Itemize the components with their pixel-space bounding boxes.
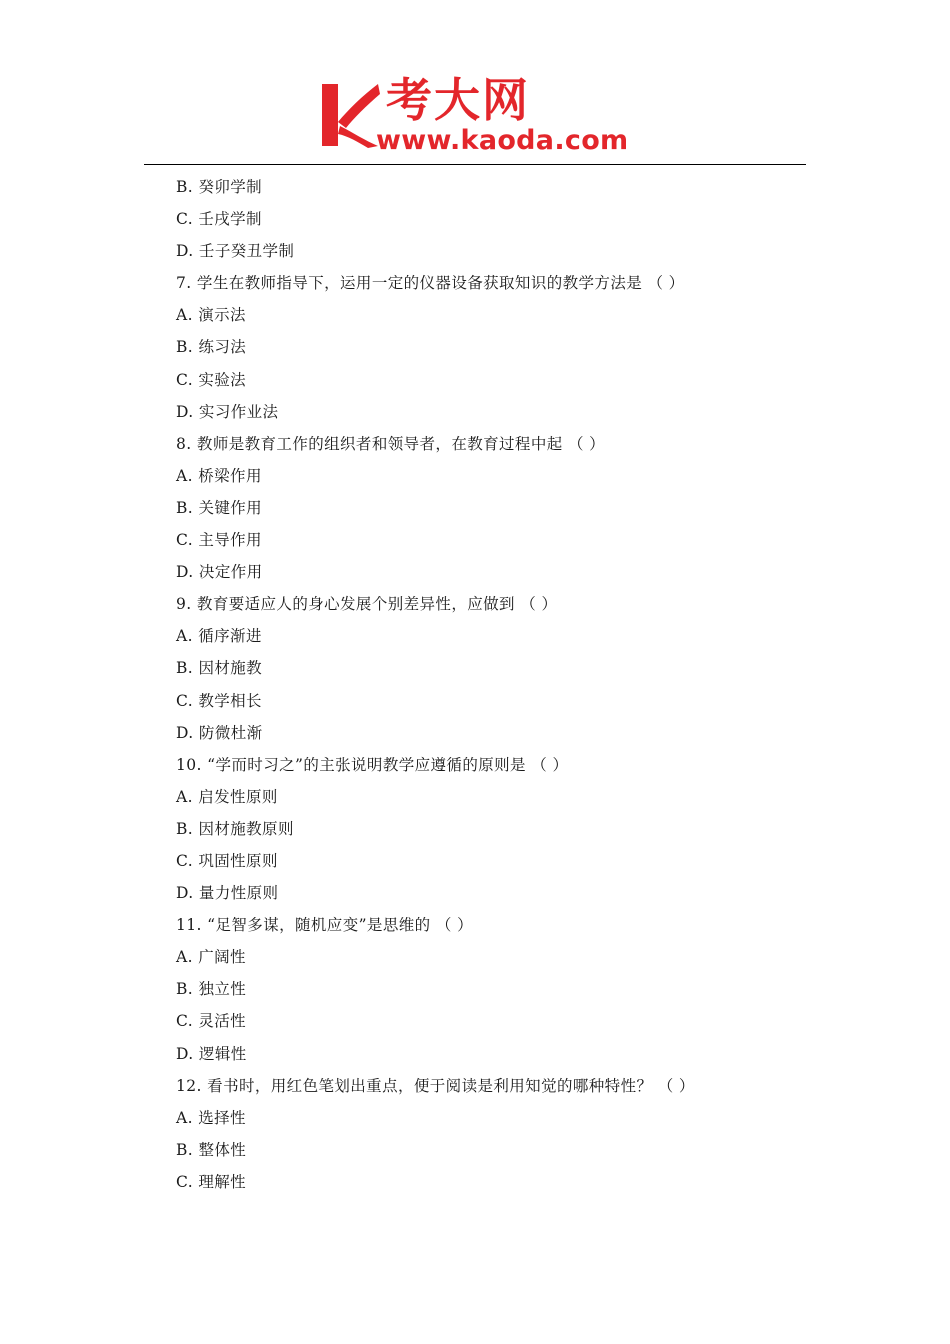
question-line: 9. 教育要适应人的身心发展个别差异性，应做到 （ ） — [176, 595, 558, 614]
option-line: A. 循序渐进 — [176, 627, 262, 646]
option-line: A. 选择性 — [176, 1108, 246, 1127]
option-line: D. 实习作业法 — [176, 402, 279, 421]
question-line: 10. “学而时习之”的主张说明教学应遵循的原则是 （ ） — [176, 755, 569, 774]
option-line: D. 量力性原则 — [176, 884, 279, 903]
option-line: B. 练习法 — [176, 338, 247, 357]
option-line: C. 实验法 — [176, 370, 247, 389]
logo-title: 考大网 — [386, 73, 530, 127]
option-line: D. 壬子癸丑学制 — [176, 242, 295, 261]
option-line: B. 独立性 — [176, 980, 247, 999]
question-line: 8. 教师是教育工作的组织者和领导者，在教育过程中起 （ ） — [176, 434, 606, 453]
option-line: C. 教学相长 — [176, 691, 262, 710]
option-line: B. 因材施教原则 — [176, 819, 294, 838]
k-logo-icon — [318, 80, 382, 152]
option-line: C. 灵活性 — [176, 1012, 247, 1031]
option-line: D. 防微杜渐 — [176, 723, 263, 742]
header-divider — [144, 164, 806, 165]
option-line: A. 桥梁作用 — [176, 466, 262, 485]
option-line: A. 广阔性 — [176, 948, 246, 967]
logo-url[interactable]: www.kaoda.com — [376, 125, 629, 156]
option-line: C. 理解性 — [176, 1172, 247, 1191]
option-line: A. 启发性原则 — [176, 787, 278, 806]
kaoda-logo[interactable] — [318, 72, 640, 162]
option-line: A. 演示法 — [176, 306, 246, 325]
question-list — [176, 171, 796, 1198]
option-line: C. 主导作用 — [176, 531, 262, 550]
option-line: C. 巩固性原则 — [176, 851, 278, 870]
option-line: B. 因材施教 — [176, 659, 263, 678]
question-line: 7. 学生在教师指导下，运用一定的仪器设备获取知识的教学方法是 （ ） — [176, 274, 685, 293]
option-line: D. 逻辑性 — [176, 1044, 247, 1063]
option-line: C. 壬戌学制 — [176, 210, 262, 229]
page-header — [0, 0, 950, 166]
option-line: B. 关键作用 — [176, 498, 263, 517]
option-line: B. 癸卯学制 — [176, 178, 263, 196]
question-line: 12. 看书时，用红色笔划出重点，便于阅读是利用知觉的哪种特性？ （ ） — [176, 1076, 695, 1095]
question-line: 11. “足智多谋，随机应变”是思维的 （ ） — [176, 916, 473, 935]
option-line: B. 整体性 — [176, 1140, 247, 1159]
option-line: D. 决定作用 — [176, 563, 263, 582]
